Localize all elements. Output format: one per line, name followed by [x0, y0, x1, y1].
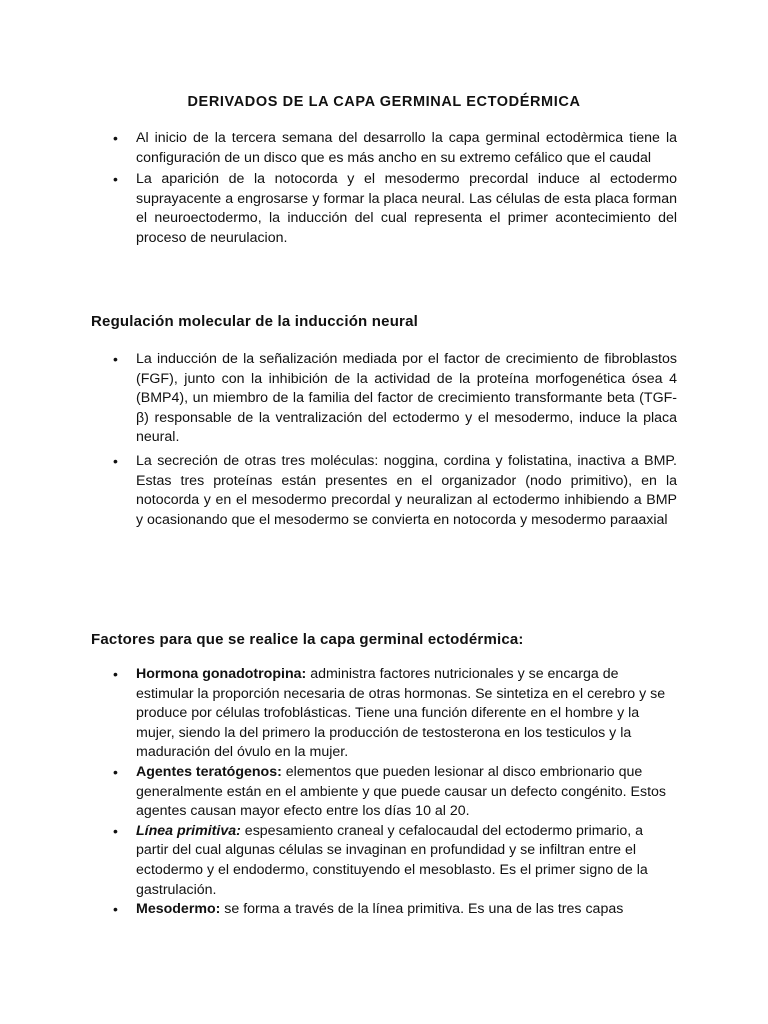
list-item: [0, 129, 677, 168]
section-heading-factors: Factores para que se realice la capa germinal ectodérmica:: [91, 631, 524, 648]
intro-list: [0, 129, 677, 251]
list-item: [0, 350, 677, 448]
document-title: DERIVADOS DE LA CAPA GERMINAL ECTODÉRMICA: [187, 94, 581, 110]
term-description: administra factores nutricionales y se encarga de estimular la proporción necesaria de otras hormonas. Se sintetiza en el cerebro y se produce por células trofoblásticas. Tiene una función diferente en el hombre y la mujer, siendo la del primero la producción de testosterona en los testiculos y la maduración del óvulo en la mujer.: [136, 666, 666, 761]
list-item: [0, 763, 677, 822]
list-item: [0, 822, 677, 900]
term-description: espesamiento craneal y cefalocaudal del ectodermo primario, a partir del cual algunas células se invaginan en profundidad y se infiltran entre el ectodermo y el endodermo, constituyendo el mesoblasto. Es el primer signo de la gastrulación.: [136, 822, 648, 898]
term-label: Agentes teratógenos:: [136, 763, 282, 780]
list-item-text: La secreción de otras tres moléculas: noggina, cordina y folistatina, inactiva a BMP. Estas tres proteínas están presentes en el organizador (nodo primitivo), en la notocorda y en el mesodermo precordal y neuralizan al ectodermo inhibiendo a BMP y ocasionando que el mesodermo se convierta en notocorda y mesodermo paraaxial: [136, 452, 677, 528]
bullet-icon: •: [113, 666, 118, 682]
bullet-icon: •: [113, 763, 118, 780]
factors-list: [0, 665, 677, 920]
term-description: elementos que pueden lesionar al disco embrionario que generalmente están en el ambiente y que puede causar un defecto congénito. Estos agentes causan mayor efecto entre los días 10 al 20.: [136, 763, 667, 820]
bullet-icon: •: [113, 171, 118, 188]
bullet-icon: •: [113, 452, 118, 469]
term-label: Línea primitiva:: [136, 822, 241, 839]
list-item: [0, 900, 677, 920]
list-item: [0, 170, 677, 248]
term-label: Mesodermo:: [136, 901, 221, 918]
section-heading-regulation: Regulación molecular de la inducción neural: [91, 313, 419, 330]
bullet-icon: •: [113, 351, 118, 367]
bullet-icon: •: [113, 130, 118, 146]
list-item-text: La inducción de la señalización mediada por el factor de crecimiento de fibroblastos (FGF), junto con la inhibición de la actividad de la proteína morfogenética ósea 4 (BMP4), un miembro de la familia del factor de crecimiento transformante beta (TGF-β) responsable de la ventralización del ectodermo y el mesodermo, induce la placa neural.: [136, 351, 677, 446]
term-label: Hormona gonadotropina:: [136, 666, 307, 682]
regulation-list: [0, 350, 677, 534]
list-item-text: La aparición de la notocorda y el mesodermo precordal induce al ectodermo suprayacente a engrosarse y formar la placa neural. Las células de esta placa forman el neuroectodermo, la inducción del cual representa el primer acontecimiento del proceso de neurulacion.: [136, 171, 677, 246]
list-item-text: Al inicio de la tercera semana del desarrollo la capa germinal ectodèrmica tiene la configuración de un disco que es más ancho en su extremo cefálico que el caudal: [136, 130, 677, 166]
bullet-icon: •: [113, 901, 118, 918]
bullet-icon: •: [113, 822, 118, 839]
list-item: [0, 665, 677, 763]
term-description: se forma a través de la línea primitiva. Es una de las tres capas: [220, 901, 624, 918]
list-item: [0, 452, 677, 530]
